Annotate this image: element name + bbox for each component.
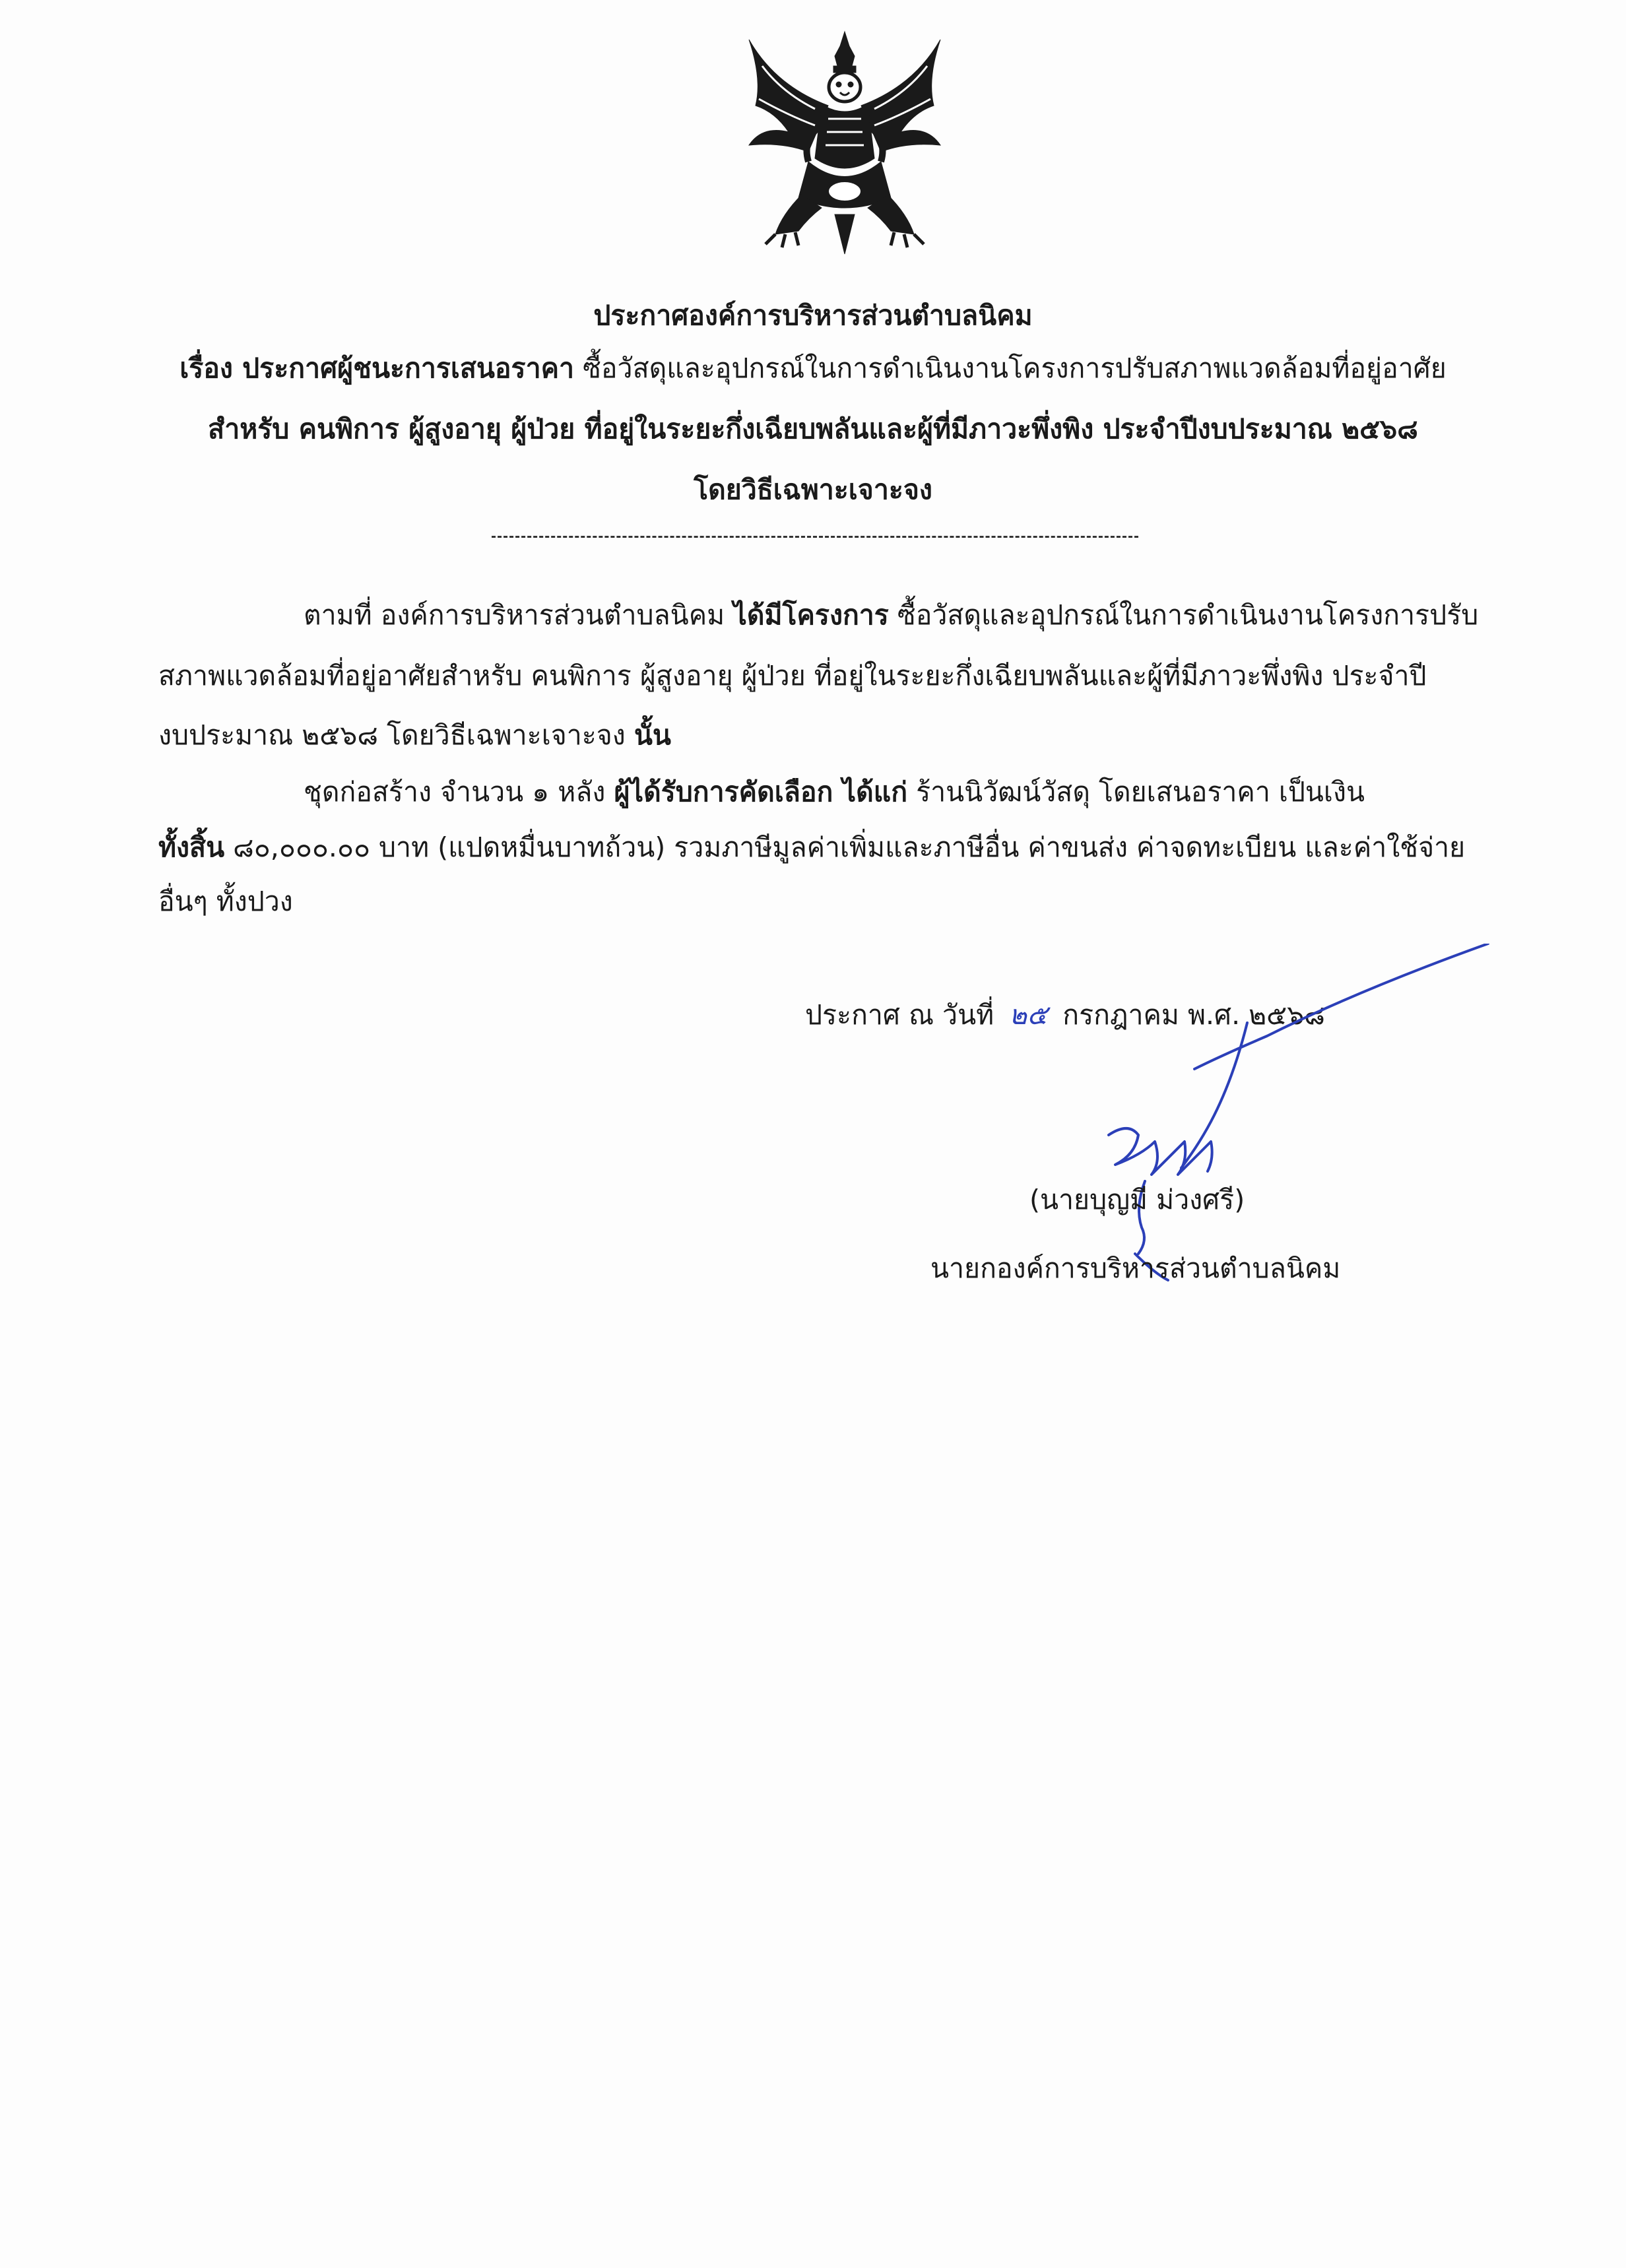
date-day-handwritten: ๒๕	[1009, 999, 1048, 1031]
subject-line-2: สำหรับ คนพิการ ผู้สูงอายุ ผู้ป่วย ที่อยู่ในระยะกึ่งเฉียบพลันและผู้ที่มีภาวะพึ่งพิง ประจำปีงบประมาณ ๒๕๖๘	[208, 413, 1418, 445]
p1-text-rest: ซื้อวัสดุและอุปกรณ์ในการดำเนินงานโครงการปรับ	[897, 599, 1479, 631]
subject-text-1: ซื้อวัสดุและอุปกรณ์ในการดำเนินงานโครงการปรับสภาพแวดล้อมที่อยู่อาศัย	[583, 352, 1447, 384]
paragraph-2-line-2	[158, 827, 1465, 867]
paragraph-1-line-2: สภาพแวดล้อมที่อยู่อาศัยสำหรับ คนพิการ ผู้สูงอายุ ผู้ป่วย ที่อยู่ในระยะกึ่งเฉียบพลันและผู้ที่มีภาวะพึ่งพิง ประจำปี	[158, 660, 1427, 692]
p2-text-normal: ชุดก่อสร้าง จำนวน ๑ หลัง	[304, 776, 606, 808]
p2b-rest: ๘๐,๐๐๐.๐๐ บาท (แปดหมื่นบาทถ้วน) รวมภาษีมูลค่าเพิ่มและภาษีอื่น ค่าขนส่ง ค่าจดทะเบียน และค่าใช้จ่าย	[233, 831, 1466, 863]
signature-icon	[1029, 944, 1491, 1287]
p1-text-normal: ตามที่ องค์การบริหารส่วนตำบลนิคม	[304, 599, 725, 631]
paragraph-2-line-1	[304, 772, 1365, 812]
p1c-text: งบประมาณ ๒๕๖๘ โดยวิธีเฉพาะเจาะจง	[158, 719, 626, 751]
paragraph-1-line-1	[304, 595, 1478, 635]
date-month-year: กรกฎาคม พ.ศ. ๒๕๖๘	[1062, 999, 1325, 1031]
organization-heading: ประกาศองค์การบริหารส่วนตำบลนิคม	[593, 300, 1033, 331]
subject-line-3: โดยวิธีเฉพาะเจาะจง	[694, 474, 932, 505]
p1c-bold: นั้น	[634, 719, 671, 751]
p2-text-rest: ร้านนิวัฒน์วัสดุ โดยเสนอราคา เป็นเงิน	[916, 776, 1365, 808]
p2-text-bold: ผู้ได้รับการคัดเลือก ได้แก่	[614, 776, 908, 808]
signer-name: (นายบุญมี ม่วงศรี)	[1029, 1184, 1245, 1215]
subject-label: เรื่อง ประกาศผู้ชนะการเสนอราคา	[179, 352, 575, 384]
paragraph-2-line-3: อื่นๆ ทั้งปวง	[158, 886, 293, 917]
divider-line	[492, 536, 1138, 538]
garuda-emblem-icon	[736, 26, 954, 257]
p1-text-bold: ได้มีโครงการ	[733, 599, 889, 631]
paragraph-1-line-3	[158, 715, 671, 755]
subject-line-1	[132, 348, 1494, 388]
p2b-bold: ทั้งสิ้น	[158, 831, 225, 863]
date-prefix: ประกาศ ณ วันที่	[805, 999, 994, 1031]
signer-position: นายกองค์การบริหารส่วนตำบลนิคม	[930, 1252, 1341, 1284]
